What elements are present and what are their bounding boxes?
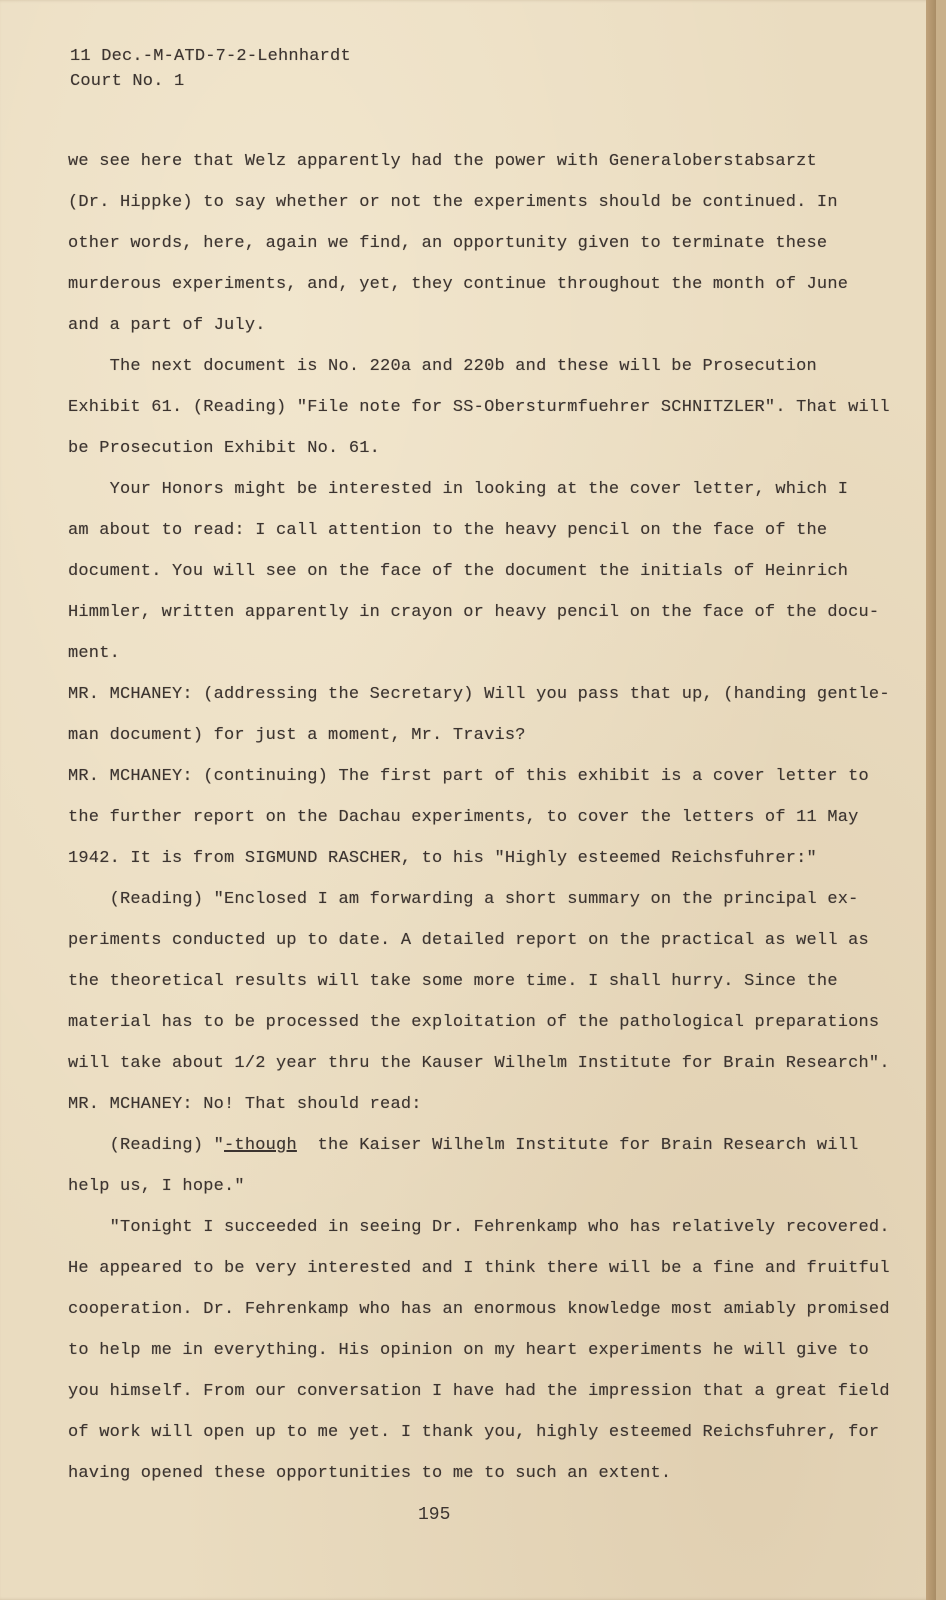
body-line: He appeared to be very interested and I think there will be a fine and fruitful: [68, 1259, 890, 1278]
body-line: (Dr. Hippke) to say whether or not the experiments should be continued. In: [68, 193, 838, 212]
body-line: Exhibit 61. (Reading) "File note for SS-Obersturmfuehrer SCHNITZLER". That will: [68, 398, 890, 417]
body-line: help us, I hope.": [68, 1177, 245, 1196]
body-line: document. You will see on the face of the document the initials of Heinrich: [68, 562, 849, 581]
header-line-2: Court No. 1: [70, 72, 185, 91]
body-line: MR. MCHANEY: (continuing) The first part of this exhibit is a cover letter to: [68, 767, 869, 786]
body-line: man document) for just a moment, Mr. Travis?: [68, 726, 526, 745]
body-line: am about to read: I call attention to the heavy pencil on the face of the: [68, 521, 828, 540]
body-line: to help me in everything. His opinion on my heart experiments he will give to: [68, 1341, 869, 1360]
body-line: murderous experiments, and, yet, they continue throughout the month of June: [68, 275, 849, 294]
body-line: material has to be processed the exploitation of the pathological preparations: [68, 1013, 880, 1032]
body-line: be Prosecution Exhibit No. 61.: [68, 439, 381, 458]
underlined-correction: -though: [224, 1136, 297, 1155]
body-line: MR. MCHANEY: No! That should read:: [68, 1095, 422, 1114]
body-line: having opened these opportunities to me to such an extent.: [68, 1464, 672, 1483]
body-line: cooperation. Dr. Fehrenkamp who has an enormous knowledge most amiably promised: [68, 1300, 890, 1319]
body-line: other words, here, again we find, an opportunity given to terminate these: [68, 234, 828, 253]
body-line: ment.: [68, 644, 121, 663]
body-line: the further report on the Dachau experiments, to cover the letters of 11 May: [68, 808, 859, 827]
header-line-1: 11 Dec.-M-ATD-7-2-Lehnhardt: [70, 47, 351, 66]
body-line: MR. MCHANEY: (addressing the Secretary) Will you pass that up, (handing gentle-: [68, 685, 890, 704]
body-line: (Reading) "Enclosed I am forwarding a short summary on the principal ex-: [68, 890, 859, 909]
reading-correction-line: [68, 1136, 859, 1155]
body-line: 1942. It is from SIGMUND RASCHER, to his "Highly esteemed Reichsfuhrer:": [68, 849, 817, 868]
body-line: of work will open up to me yet. I thank you, highly esteemed Reichsfuhrer, for: [68, 1423, 880, 1442]
body-line: Your Honors might be interested in looking at the cover letter, which I: [68, 480, 849, 499]
body-line: "Tonight I succeeded in seeing Dr. Fehrenkamp who has relatively recovered.: [68, 1218, 890, 1237]
body-line: The next document is No. 220a and 220b and these will be Prosecution: [68, 357, 817, 376]
body-line: we see here that Welz apparently had the power with Generaloberstabsarzt: [68, 152, 817, 171]
body-line: and a part of July.: [68, 316, 266, 335]
body-line: the theoretical results will take some more time. I shall hurry. Since the: [68, 972, 838, 991]
body-line: periments conducted up to date. A detailed report on the practical as well as: [68, 931, 869, 950]
body-line: will take about 1/2 year thru the Kauser Wilhelm Institute for Brain Research".: [68, 1054, 890, 1073]
page-number: 195: [418, 1505, 451, 1525]
body-line: Himmler, written apparently in crayon or heavy pencil on the face of the docu-: [68, 603, 880, 622]
body-line: you himself. From our conversation I have had the impression that a great field: [68, 1382, 890, 1401]
reading-suffix: the Kaiser Wilhelm Institute for Brain Research will: [296, 1136, 859, 1155]
reading-prefix: (Reading) ": [68, 1136, 225, 1155]
page-edge: [926, 0, 936, 1600]
